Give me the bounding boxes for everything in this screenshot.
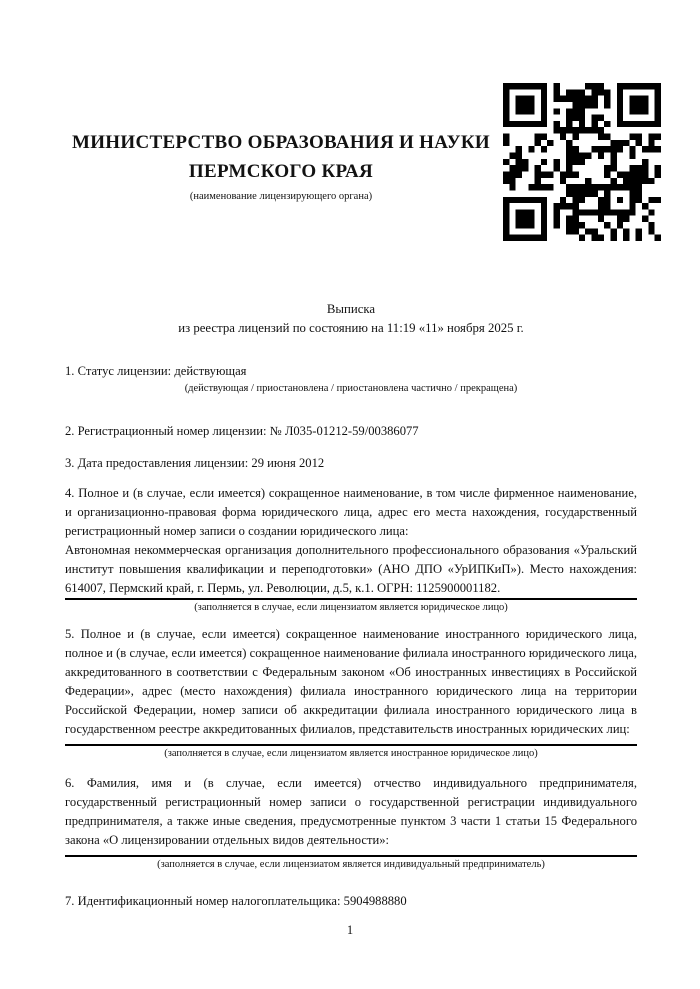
item-text: 3. Дата предоставления лицензии: 29 июня 2012 [65,456,325,470]
item-foreign-legal-entity [65,625,637,761]
item-caption: (заполняется в случае, если лицензиатом является индивидуальный предприниматель) [157,859,545,870]
item-legal-entity-name [65,484,637,615]
document-title-line2: из реестра лицензий по состоянию на 11:19 «11» ноября 2025 г. [178,321,524,335]
item-registration-number [65,422,637,441]
item-taxpayer-number [65,892,637,911]
item-text: 5. Полное и (в случае, если имеется) сокращенное наименование иностранного юридического лица, полное и (в случае, если имеется) сокращенное наименование филиала иностранного юридического лица, аккредитованного в соответствии с Федеральным законом «Об иностранных инвестициях в Российской Федерации», адрес (место нахождения) филиала иностранного юридического лица на территории Российской Федерации, номер записи об аккредитации филиала иностранного юридического лица в государственном реестре аккредитованных филиалов, представительств иностранных юридических лиц: [65,627,637,736]
item-license-status [65,362,637,396]
authority-name [65,128,497,186]
item-caption: (заполняется в случае, если лицензиатом является иностранное юридическое лицо) [164,748,538,759]
item-text: 6. Фамилия, имя и (в случае, если имеется) отчество индивидуального предпринимателя, государственный регистрационный номер записи о государственной регистрации индивидуального предпринимателя, а также иные сведения, предусмотренные пунктом 3 части 1 статьи 15 Федерального закона «О лицензировании отдельных видов деятельности»: [65,776,637,847]
item-text: 4. Полное и (в случае, если имеется) сокращенное наименование, в том числе фирменное наименование, и организационно-правовая форма юридического лица, адрес его места нахождения, государственный регистрационный номер записи о создании юридического лица: [65,486,637,538]
item-text: 2. Регистрационный номер лицензии: № Л035-01212-59/00386077 [65,424,419,438]
document-title-line1: Выписка [326,302,376,316]
letterhead [65,128,497,204]
document-title [65,300,637,338]
authority-caption: (наименование лицензирующего органа) [189,191,373,202]
item-license-grant-date [65,454,637,473]
page-number: 1 [346,923,354,937]
item-text: 1. Статус лицензии: действующая [65,364,247,378]
qr-code [503,83,661,241]
authority-name-line2: ПЕРМСКОГО КРАЯ [188,161,374,182]
item-text: 7. Идентификационный номер налогоплательщика: 5904988880 [65,894,407,908]
items-list [65,362,637,911]
item-value: Автономная некоммерческая организация дополнительного профессионального образования «Уральский институт повышения квалификации и переподготовки» (АНО ДПО «УрИПКиП»). Место нахождения: 614007, Пермский край, г. Пермь, ул. Революции, д.5, к.1. ОГРН: 1125900001182. [65,543,637,595]
item-individual-entrepreneur [65,774,637,872]
authority-name-line1: МИНИСТЕРСТВО ОБРАЗОВАНИЯ И НАУКИ [71,132,491,153]
item-caption: (действующая / приостановлена / приостановлена частично / прекращена) [184,383,518,394]
item-caption: (заполняется в случае, если лицензиатом является юридическое лицо) [194,602,508,613]
